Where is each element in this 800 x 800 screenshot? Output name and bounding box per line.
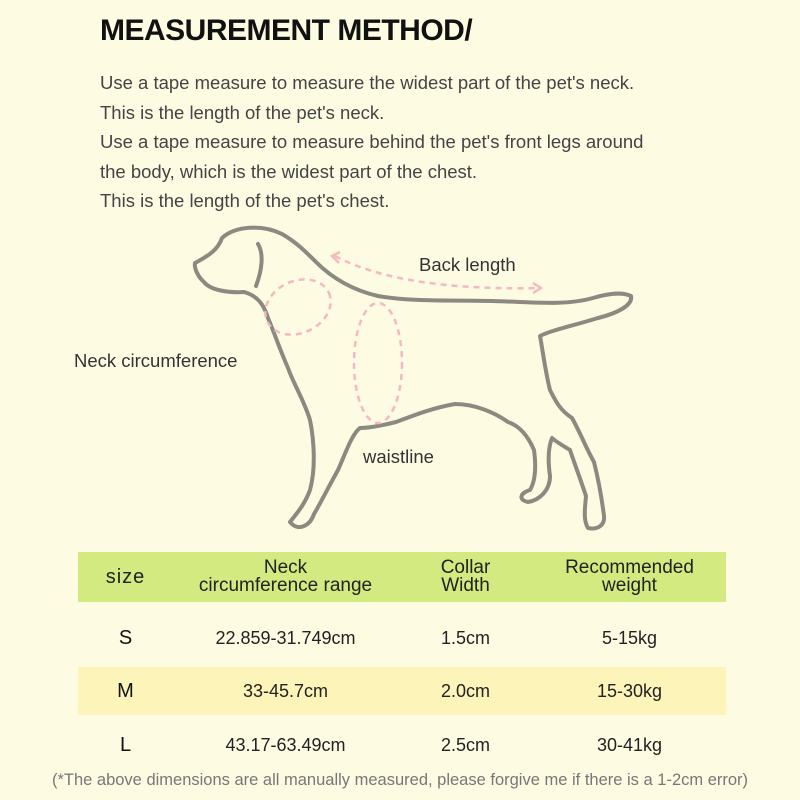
- footnote: (*The above dimensions are all manually measured, please forgive me if there is a 1-2cm error): [51, 771, 749, 789]
- instruction-line: This is the length of the pet's neck.: [100, 101, 385, 123]
- page-title: MEASUREMENT METHOD/: [100, 14, 473, 47]
- header-weight: [533, 559, 726, 595]
- cell-weight: 30-41kg: [596, 734, 663, 755]
- cell-size: S: [118, 626, 133, 649]
- cell-weight: 5-15kg: [601, 627, 658, 648]
- instruction-line: the body, which is the widest part of the chest.: [100, 160, 478, 182]
- header-weight-line1: Recommended: [565, 557, 694, 578]
- instruction-line: Use a tape measure to measure the widest part of the pet's neck.: [100, 72, 635, 93]
- cell-neck: 43.17-63.49cm: [225, 734, 346, 755]
- waist-measure-ellipse: [354, 303, 402, 423]
- cell-size: M: [117, 679, 134, 702]
- cell-neck: 33-45.7cm: [242, 680, 329, 701]
- table-row: [78, 667, 726, 715]
- cell-weight: 15-30kg: [596, 680, 663, 701]
- header-neck-line1: Neck: [263, 557, 308, 578]
- header-size: size: [105, 565, 146, 588]
- cell-neck: 22.859-31.749cm: [215, 627, 356, 648]
- cell-collar: 1.5cm: [440, 627, 491, 648]
- header-neck: [173, 559, 398, 595]
- header-collar-line2: Width: [441, 575, 490, 596]
- size-table: [78, 552, 726, 769]
- waistline-label: waistline: [363, 446, 434, 467]
- dog-ear: [256, 244, 262, 286]
- table-header: [78, 552, 726, 602]
- instruction-line: This is the length of the pet's chest.: [100, 190, 390, 211]
- dog-diagram: [0, 215, 800, 545]
- header-weight-line2: weight: [602, 575, 657, 596]
- back-length-label: Back length: [419, 254, 516, 275]
- table-row: [78, 721, 726, 769]
- header-collar-line1: Collar: [440, 557, 491, 578]
- cell-collar: 2.0cm: [440, 680, 491, 701]
- neck-measure-ellipse: [256, 269, 340, 345]
- instructions: [100, 68, 643, 216]
- cell-size: L: [119, 733, 132, 756]
- header-neck-line2: circumference range: [198, 575, 373, 596]
- header-collar: [398, 559, 533, 595]
- neck-circumference-label: Neck circumference: [74, 350, 238, 371]
- instruction-line: Use a tape measure to measure behind the pet's front legs around: [100, 131, 644, 152]
- table-row: [78, 614, 726, 662]
- cell-collar: 2.5cm: [440, 734, 491, 755]
